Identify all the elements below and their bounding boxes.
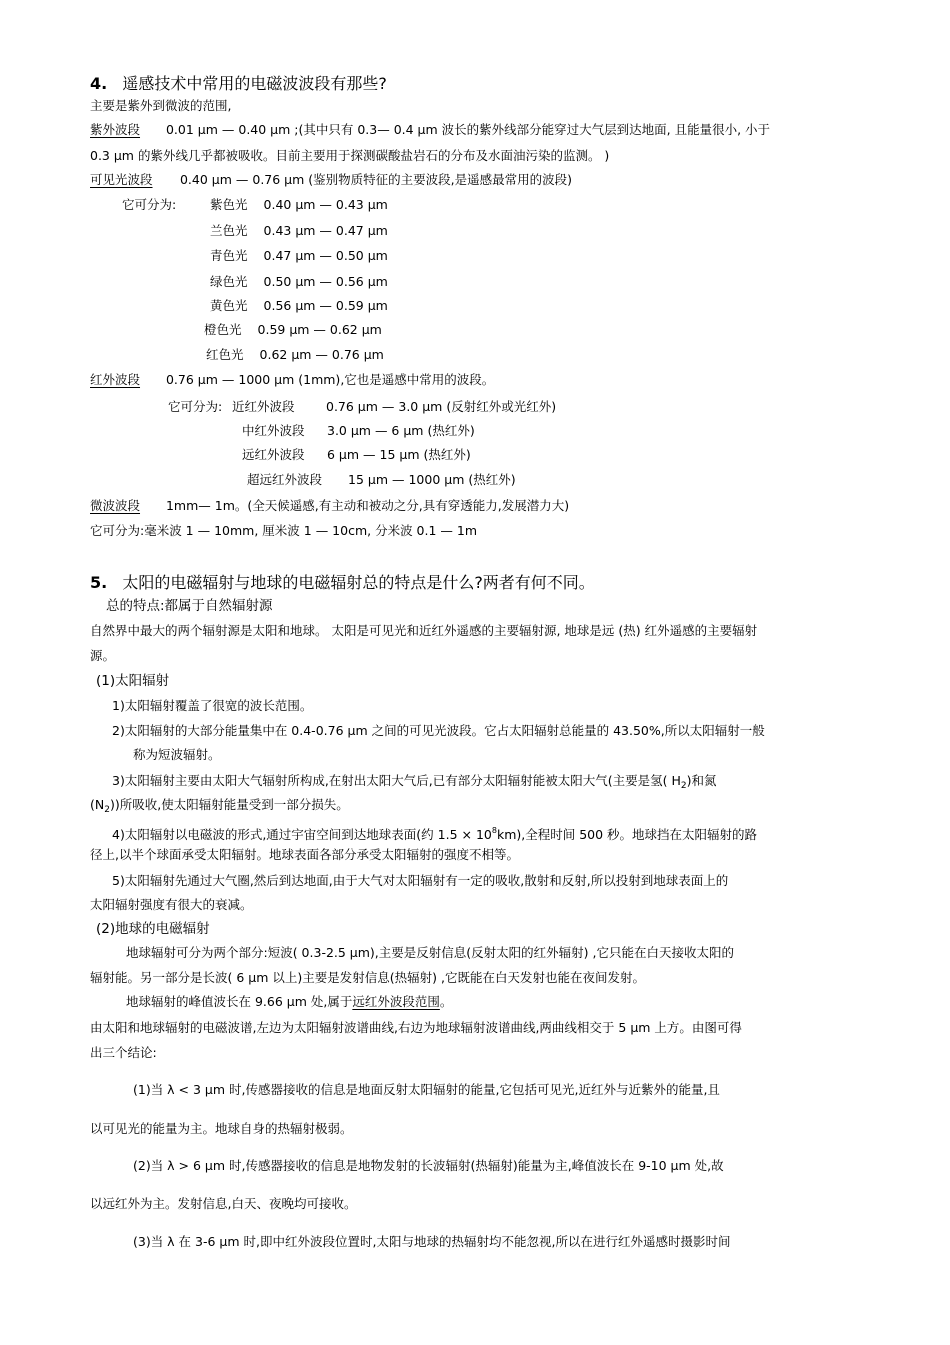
q4-heading xyxy=(90,74,387,94)
sun-heading: (1)太阳辐射 xyxy=(96,673,170,689)
conclusion-cont: 以远红外为主。发射信息,白天、夜晚均可接收。 xyxy=(90,1196,357,1211)
text: 地球辐射的峰值波长在 9.66 μm 处,属于 xyxy=(126,994,353,1009)
paragraph: 由太阳和地球辐射的电磁波谱,左边为太阳辐射波谱曲线,右边为地球辐射波谱曲线,两曲线相交于 5 μm 上方。由图可得 xyxy=(90,1020,742,1035)
infrared-row xyxy=(90,372,494,388)
ir-band xyxy=(232,399,556,415)
text: (N xyxy=(90,797,105,812)
vis-band-name: 绿色光 xyxy=(210,274,248,289)
microwave-text: 1mm— 1m。(全天候遥感,有主动和被动之分,具有穿透能力,发展潜力大) xyxy=(165,498,570,513)
paragraph: 源。 xyxy=(90,648,116,663)
vis-band-name: 红色光 xyxy=(206,347,244,362)
q4-intro: 主要是紫外到微波的范围, xyxy=(90,98,232,113)
vis-band-range: 0.50 μm — 0.56 μm xyxy=(263,274,388,289)
vis-band xyxy=(210,248,388,264)
sun-point-cont: 太阳辐射强度有很大的衰减。 xyxy=(90,897,253,912)
sun-point xyxy=(112,823,757,843)
q5-heading xyxy=(90,573,595,593)
uv-label: 紫外波段 xyxy=(90,122,141,137)
q5-title: 太阳的电磁辐射与地球的电磁辐射总的特点是什么?两者有何不同。 xyxy=(122,573,595,592)
ir-band xyxy=(242,447,471,463)
ir-band-range: 15 μm — 1000 μm (热红外) xyxy=(348,472,516,487)
visible-sub-label: 它可分为: xyxy=(122,197,177,212)
ir-band-name: 超远红外波段 xyxy=(247,472,323,487)
visible-label: 可见光波段 xyxy=(90,172,153,187)
vis-band xyxy=(204,322,382,338)
subscript: 2 xyxy=(680,781,687,791)
vis-band-name: 青色光 xyxy=(210,248,248,263)
vis-band xyxy=(210,274,388,290)
ir-band-range: 3.0 μm — 6 μm (热红外) xyxy=(327,423,475,438)
vis-band-range: 0.40 μm — 0.43 μm xyxy=(263,197,388,212)
vis-band xyxy=(210,298,388,314)
text: 。 xyxy=(439,994,453,1009)
conclusion: (2)当 λ > 6 μm 时,传感器接收的信息是地物发射的长波辐射(热辐射)能量为主,峰值波长在 9-10 μm 处,故 xyxy=(133,1158,724,1173)
microwave-label: 微波波段 xyxy=(90,498,141,513)
text: km),全程时间 500 秒。地球挡在太阳辐射的路 xyxy=(496,827,758,842)
vis-band-name: 黄色光 xyxy=(210,298,248,313)
earth-paragraph-cont: 辐射能。另一部分是长波( 6 μm 以上)主要是发射信息(热辐射) ,它既能在白天发射也能在夜间发射。 xyxy=(90,970,645,985)
vis-band-name: 紫色光 xyxy=(210,197,248,212)
common-feature: 总的特点:都属于自然辐射源 xyxy=(106,598,273,614)
sun-point: 2)太阳辐射的大部分能量集中在 0.4-0.76 μm 之间的可见光波段。它占太阳辐射总能量的 43.50%,所以太阳辐射一般 xyxy=(112,723,765,738)
far-ir-range: 远红外波段范围 xyxy=(352,994,440,1009)
uv-text-cont: 0.3 μm 的紫外线几乎都被吸收。目前主要用于探测碳酸盐岩石的分布及水面油污染的监测。 ) xyxy=(90,148,610,163)
vis-band-name: 兰色光 xyxy=(210,223,248,238)
vis-band xyxy=(206,347,384,363)
q5-number: 5. xyxy=(90,573,108,592)
vis-band-range: 0.56 μm — 0.59 μm xyxy=(263,298,388,313)
conclusion: (3)当 λ 在 3-6 μm 时,即中红外波段位置时,太阳与地球的热辐射均不能忽视,所以在进行红外遥感时摄影时间 xyxy=(133,1234,731,1249)
ir-band xyxy=(247,472,516,488)
uv-row xyxy=(90,122,770,138)
sun-point: 5)太阳辐射先通过大气圈,然后到达地面,由于大气对太阳辐射有一定的吸收,散射和反射,所以投射到地球表面上的 xyxy=(112,873,729,888)
ir-band-name: 远红外波段 xyxy=(242,447,305,462)
conclusion: (1)当 λ < 3 μm 时,传感器接收的信息是地面反射太阳辐射的能量,它包括可见光,近红外与近紫外的能量,且 xyxy=(133,1082,720,1097)
ir-band-range: 6 μm — 15 μm (热红外) xyxy=(327,447,471,462)
uv-text: 0.01 μm — 0.40 μm ;(其中只有 0.3— 0.4 μm 波长的紫外线部分能穿过大气层到达地面, 且能量很小, 小于 xyxy=(165,122,771,137)
paragraph: 出三个结论: xyxy=(90,1045,157,1060)
vis-band-range: 0.47 μm — 0.50 μm xyxy=(263,248,388,263)
microwave-row xyxy=(90,498,569,514)
ir-band xyxy=(242,423,475,439)
subscript: 2 xyxy=(104,805,110,815)
infrared-label: 红外波段 xyxy=(90,372,141,387)
text: ))所吸收,使太阳辐射能量受到一部分损失。 xyxy=(109,797,349,812)
sun-point xyxy=(112,773,717,794)
text: )和氮 xyxy=(686,773,717,788)
earth-heading: (2)地球的电磁辐射 xyxy=(96,921,210,937)
vis-band-range: 0.59 μm — 0.62 μm xyxy=(257,322,382,337)
superscript: 8 xyxy=(491,826,497,835)
vis-band-range: 0.43 μm — 0.47 μm xyxy=(263,223,388,238)
paragraph: 自然界中最大的两个辐射源是太阳和地球。 太阳是可见光和近红外遥感的主要辐射源, 地球是远 (热) 红外遥感的主要辐射 xyxy=(90,623,758,638)
earth-peak xyxy=(126,994,452,1010)
vis-band xyxy=(210,197,388,213)
microwave-sub: 它可分为:毫米波 1 — 10mm, 厘米波 1 — 10cm, 分米波 0.1 — 1m xyxy=(90,523,477,538)
ir-band-range: 0.76 μm — 3.0 μm (反射红外或光红外) xyxy=(326,399,557,414)
vis-band xyxy=(210,223,388,239)
ir-band-name: 近红外波段 xyxy=(232,399,295,414)
infrared-text: 0.76 μm — 1000 μm (1mm),它也是遥感中常用的波段。 xyxy=(165,372,495,387)
q4-number: 4. xyxy=(90,74,108,93)
sun-point-cont: 径上,以半个球面承受太阳辐射。地球表面各部分承受太阳辐射的强度不相等。 xyxy=(90,847,519,862)
text: 3)太阳辐射主要由太阳大气辐射所构成,在射出太阳大气后,已有部分太阳辐射能被太阳大气(主要是氢( H xyxy=(112,773,681,788)
conclusion-cont: 以可见光的能量为主。地球自身的热辐射极弱。 xyxy=(90,1121,353,1136)
ir-band-name: 中红外波段 xyxy=(242,423,305,438)
ir-sub-label: 它可分为: xyxy=(168,399,223,414)
visible-text: 0.40 μm — 0.76 μm (鉴别物质特征的主要波段,是遥感最常用的波段) xyxy=(179,172,573,187)
vis-band-range: 0.62 μm — 0.76 μm xyxy=(259,347,384,362)
text: 4)太阳辐射以电磁波的形式,通过宇宙空间到达地球表面(约 1.5 × 10 xyxy=(112,827,492,842)
q4-title: 遥感技术中常用的电磁波波段有那些? xyxy=(122,74,387,93)
visible-row xyxy=(90,172,572,188)
sun-point-cont xyxy=(90,797,349,818)
sun-point-cont: 称为短波辐射。 xyxy=(133,747,221,762)
earth-paragraph: 地球辐射可分为两个部分:短波( 0.3-2.5 μm),主要是反射信息(反射太阳的红外辐射) ,它只能在白天接收太阳的 xyxy=(126,945,734,960)
sun-point: 1)太阳辐射覆盖了很宽的波长范围。 xyxy=(112,698,313,713)
vis-band-name: 橙色光 xyxy=(204,322,242,337)
